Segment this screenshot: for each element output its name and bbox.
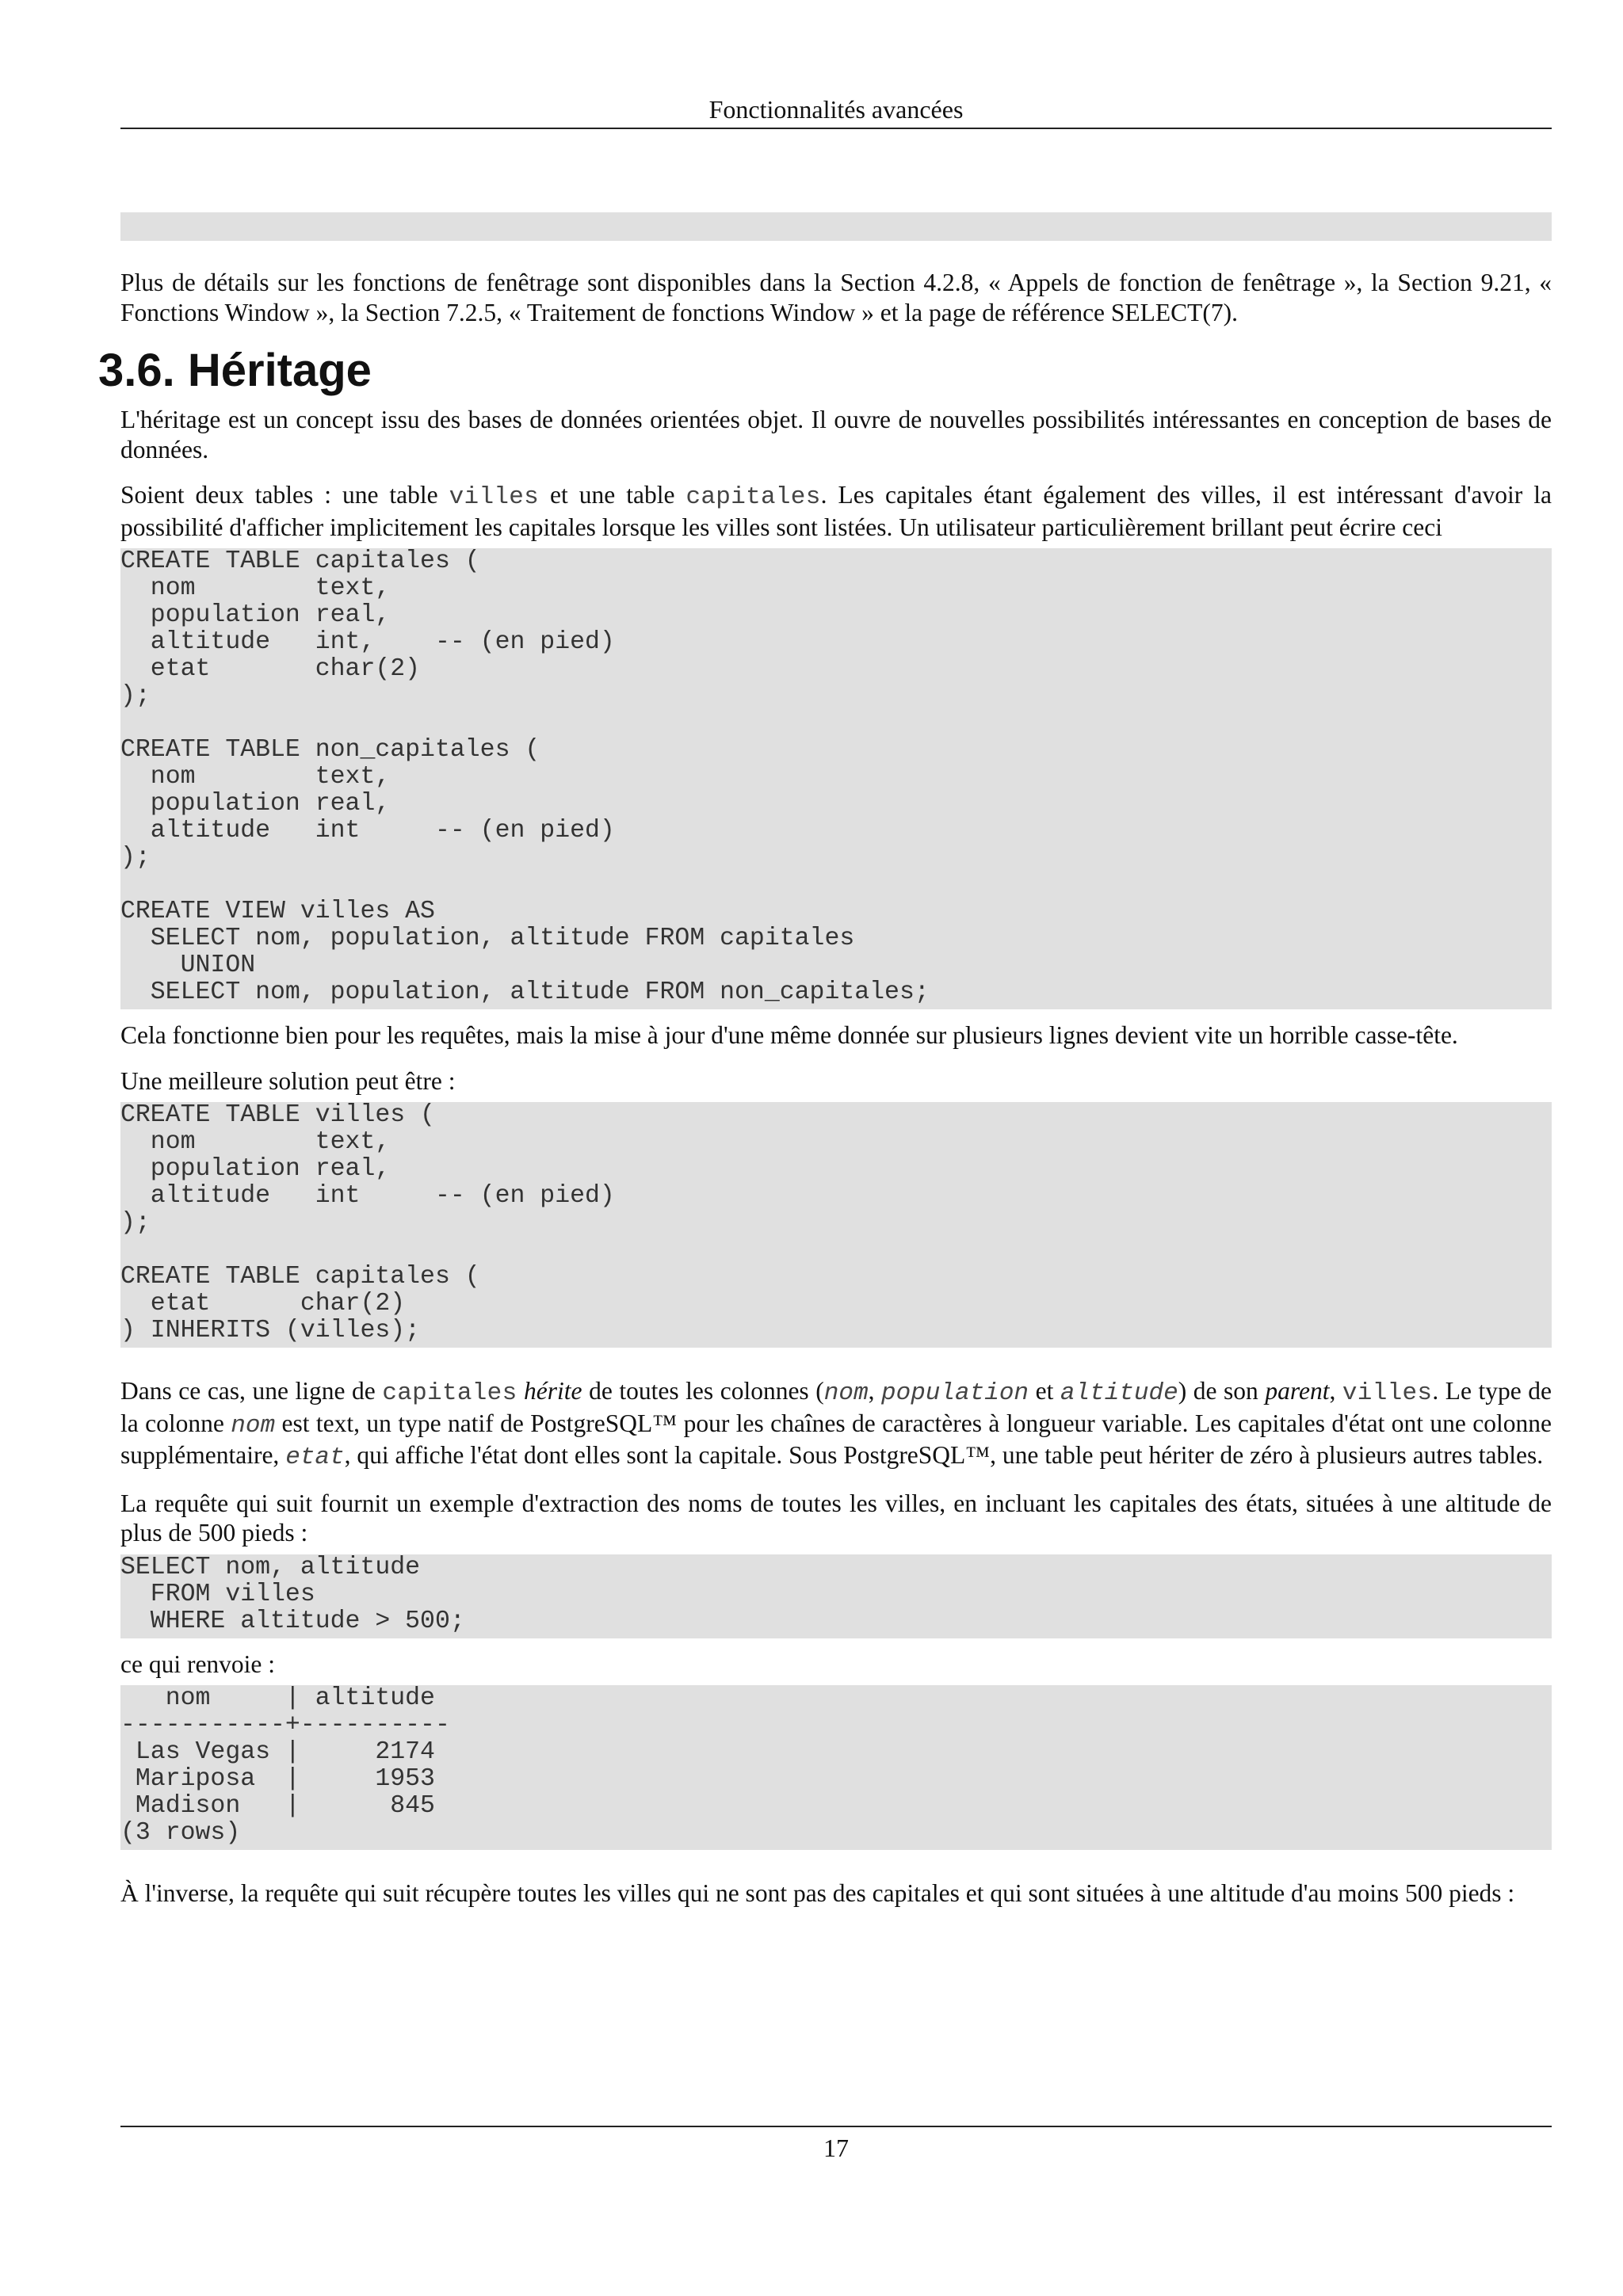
code-inline-nom: nom [231, 1411, 276, 1440]
text: ) de son [1178, 1377, 1266, 1405]
code-block-query-result: nom | altitude -----------+---------- Las Vegas | 2174 Mariposa | 1953 Madison | 845 (3 rows) [120, 1685, 1552, 1850]
text: et [1029, 1377, 1060, 1405]
page-footer [120, 2126, 1552, 2164]
paragraph-better-solution: Une meilleure solution peut être : [120, 1066, 456, 1095]
text: est text, un type natif de PostgreSQL™ pour les chaînes de caractères à longueur variable. Les capitales d'état ont une colonne supplémentaire, [120, 1409, 1552, 1469]
intro-paragraph [120, 268, 1552, 327]
paragraph-inheritance-intro: L'héritage est un concept issu des bases de données orientées objet. Il ouvre de nouvelles possibilités intéressantes en conception de bases de données. [120, 406, 1552, 463]
section-heading: 3.6. Héritage [98, 345, 372, 396]
paragraph-inheritance-explained [120, 1376, 1552, 1473]
emphasis-parent: parent [1265, 1377, 1330, 1405]
code-inline-villes: villes [449, 483, 540, 511]
code-inline-altitude: altitude [1060, 1379, 1178, 1407]
code-inline-capitales: capitales [685, 483, 821, 511]
paragraph-two-tables [120, 480, 1552, 542]
page-header [120, 93, 1552, 129]
text: . Les capitales étant également des villes, il est intéressant d'avoir la possibilité d'afficher implicitement les capitales lorsque les villes sont listées. Un utilisateur particulièrement brillant peut écrire ceci [120, 481, 1552, 541]
text: Dans ce cas, une ligne de [120, 1377, 383, 1405]
text: , qui affiche l'état dont elles sont la capitale. Sous PostgreSQL™, une table peut hériter de zéro à plusieurs autres tables. [344, 1441, 1544, 1469]
header-title: Fonctionnalités avancées [708, 95, 964, 124]
code-inline-population: population [881, 1379, 1029, 1407]
paragraph-update-problem: Cela fonctionne bien pour les requêtes, mais la mise à jour d'une même donnée sur plusieurs lignes devient vite un horrible casse-tête. [120, 1021, 1458, 1049]
paragraph-inverse-query: À l'inverse, la requête qui suit récupère toutes les villes qui ne sont pas des capitales et qui sont situées à une altitude d'au moins 500 pieds : [120, 1879, 1515, 1907]
code-inline-etat: etat [285, 1444, 345, 1471]
page-content [98, 268, 1552, 1924]
intro-text: Plus de détails sur les fonctions de fenêtrage sont disponibles dans la Section 4.2.8, « Appels de fonction de fenêtrage », la Section 9.21, « Fonctions Window », la Section 7.2.5, « Traitement de fonctions Window » et la page de référence SELECT(7). [120, 269, 1552, 326]
code-inline-nom: nom [823, 1379, 869, 1407]
paragraph-query-example: La requête qui suit fournit un exemple d'extraction des noms de toutes les villes, en incluant les capitales des états, situées à une altitude de plus de 500 pieds : [120, 1489, 1552, 1547]
code-block-continuation [120, 212, 1552, 241]
text: . Le type de la colonne [120, 1377, 1552, 1437]
text [517, 1377, 524, 1405]
code-inline-villes: villes [1342, 1379, 1433, 1407]
paragraph-returns: ce qui renvoie : [120, 1650, 276, 1678]
code-block-create-view: CREATE TABLE capitales ( nom text, population real, altitude int, -- (en pied) etat char(2) ); CREATE TABLE non_capitales ( nom text, population real, altitude int -- (en pied) ); CREATE VIEW villes AS SELECT nom, population, altitude FROM capitales UNION SELECT nom, population, altitude FROM non_capitales; [120, 548, 1552, 1009]
text: Soient deux tables : une table [120, 481, 449, 509]
emphasis-herite: hérite [524, 1377, 582, 1405]
page-number: 17 [823, 2134, 849, 2162]
text: , [868, 1377, 881, 1405]
text: , [1329, 1377, 1342, 1405]
text: de toutes les colonnes ( [582, 1377, 824, 1405]
code-block-inherits: CREATE TABLE villes ( nom text, population real, altitude int -- (en pied) ); CREATE TABLE capitales ( etat char(2) ) INHERITS (villes); [120, 1102, 1552, 1348]
text: et une table [539, 481, 686, 509]
code-inline-capitales: capitales [382, 1379, 517, 1407]
code-block-select-query: SELECT nom, altitude FROM villes WHERE altitude > 500; [120, 1554, 1552, 1638]
